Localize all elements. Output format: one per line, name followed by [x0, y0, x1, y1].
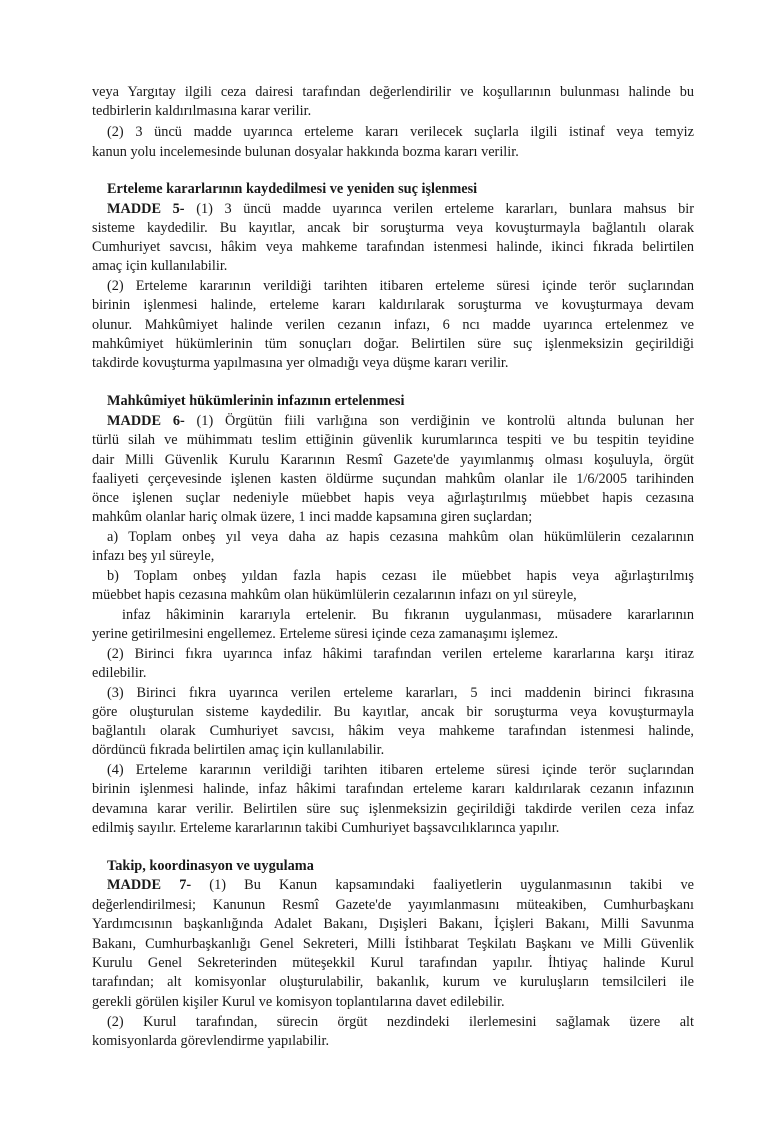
text-line: infazı beş yıl süreyle, [92, 548, 215, 564]
text-line: bağlantılı olarak Cumhuriyet savcısı, hâkim veya mahkeme tarafından istenmesi halinde, [92, 723, 694, 739]
text-span: (1) Bu Kanun kapsamındaki faaliyetlerin uygulanmasının takibi ve [191, 877, 694, 893]
text-line: yerine getirilmesini engellemez. Erteleme süresi içinde ceza zamanaşımı işlemez. [92, 626, 559, 642]
text-line: göre oluşturulan sisteme kaydedilir. Bu kayıtlar, ancak bir soruşturma veya kovuşturmayla [92, 704, 694, 720]
article-label: MADDE 6- [107, 413, 185, 429]
text-span: (1) 3 üncü madde uyarınca verilen erteleme kararları, bunlara mahsus bir [184, 201, 694, 217]
text-span: (1) Örgütün fiili varlığına son verdiğinin ve kontrolü altında bulunan her [184, 413, 694, 429]
text-line: infaz hâkiminin kararıyla ertelenir. Bu fıkranın uygulanması, müsadere kararlarının [122, 607, 694, 623]
text-line: kanun yolu incelemesinde bulunan dosyalar hakkında bozma kararı verilir. [92, 144, 519, 160]
text-line: birinin işlenmesi halinde, erteleme kararı kaldırılarak soruşturma ve kovuşturmaya devam [92, 297, 694, 313]
text-line: a) Toplam onbeş yıl veya daha az hapis cezasına mahkûm olan hükümlülerin cezalarının [107, 529, 694, 545]
text-line: mahkûm olanlar hariç olmak üzere, 1 inci madde kapsamına giren suçlardan; [92, 509, 533, 525]
text-line: değerlendirilmesi; Kanunun Resmî Gazete'de yayımlanmasını müteakiben, Cumhurbaşkanı [92, 897, 694, 913]
text-line: (2) 3 üncü madde uyarınca erteleme kararı verilecek suçlarla ilgili istinaf veya temyiz [107, 124, 694, 140]
text-line: veya Yargıtay ilgili ceza dairesi tarafından değerlendirilir ve koşullarının bulunması halinde bu [92, 84, 694, 100]
text-line: tedbirlerin kaldırılmasına karar verilir. [92, 103, 312, 119]
text-line: Bakanı, Cumhurbaşkanlığı Genel Sekreteri, Milli İstihbarat Teşkilatı Başkanı ve Milli Güvenlik [92, 936, 694, 952]
text-line: dördüncü fıkrada belirtilen amaç için kullanılabilir. [92, 742, 385, 758]
text-line: gerekli görülen kişiler Kurul ve komisyon toplantılarına davet edilebilir. [92, 994, 505, 1010]
text-line: önce işlenen suçlar nedeniyle müebbet hapis veya ağırlaştırılmış müebbet hapis cezasına [92, 490, 694, 506]
text-line: tarafından; alt komisyonlar oluşturulabilir, bakanlık, kurum ve kuruluşların temsilcileri ile [92, 974, 694, 990]
text-line: (2) Birinci fıkra uyarınca infaz hâkimi tarafından verilen erteleme kararlarına karşı itiraz [107, 646, 694, 662]
text-line: türlü silah ve mühimmatı teslim ettiğinin güvenlik kurumlarınca tespiti ve bu tespitin teyidine [92, 432, 694, 448]
text-line: takdirde kovuşturma yapılmasına yer olmadığı veya düşme kararı verilir. [92, 355, 509, 371]
text-line: faaliyeti çerçevesinde işlenen kasten öldürme suçundan mahkûm olanlar ile 1/6/2005 tarihinden [92, 471, 694, 487]
section-heading: Erteleme kararlarının kaydedilmesi ve yeniden suç işlenmesi [107, 181, 478, 197]
text-line: Cumhuriyet savcısı, hâkim veya mahkeme tarafından istenmesi halinde, ikinci fıkrada belirtilen [92, 239, 694, 255]
text-line: devamına karar verilir. Belirtilen süre suç işlenmeksizin geçirildiği takdirde verilen ceza infaz [92, 801, 694, 817]
text-line: Yardımcısının başkanlığında Adalet Bakanı, Dışişleri Bakanı, İçişleri Bakanı, Milli Savunma [92, 916, 694, 932]
text-line: Kurulu Genel Sekreterinden müteşekkil Kurul tarafından yapılır. İhtiyaç halinde Kurul [92, 955, 694, 971]
text-line: olunur. Mahkûmiyet halinde verilen cezanın infazı, 6 ncı madde uyarınca ertelenmez ve [92, 317, 694, 333]
text-line: birinin işlenmesi halinde, infaz hâkimi tarafından erteleme kararı kaldırılarak cezanın infazının [92, 781, 694, 797]
text-line: komisyonlarda görevlendirme yapılabilir. [92, 1033, 330, 1049]
article-first-line [107, 200, 694, 218]
article-first-line [107, 412, 694, 430]
text-line: b) Toplam onbeş yıldan fazla hapis cezası ile müebbet hapis veya ağırlaştırılmış [107, 568, 694, 584]
text-line: (4) Erteleme kararının verildiği tarihten itibaren erteleme süresi içinde terör suçlarından [107, 762, 694, 778]
article-label: MADDE 5- [107, 201, 185, 217]
text-line: (2) Kurul tarafından, sürecin örgüt nezdindeki ilerlemesini sağlamak üzere alt [107, 1014, 694, 1030]
text-line: edilebilir. [92, 665, 147, 681]
text-line: (2) Erteleme kararının verildiği tarihten itibaren erteleme süresi içinde terör suçlarından [107, 278, 694, 294]
text-line: mahkûmiyet hükümlerinin tüm sonuçları doğar. Belirtilen süre suç işlenmeksizin geçirildiği [92, 336, 694, 352]
text-line: amaç için kullanılabilir. [92, 258, 228, 274]
text-line: (3) Birinci fıkra uyarınca verilen erteleme kararları, 5 inci maddenin birinci fıkrasına [107, 685, 694, 701]
text-line: müebbet hapis cezasına mahkûm olan hükümlülerin cezalarının infazı on yıl süreyle, [92, 587, 577, 603]
article-label: MADDE 7- [107, 877, 192, 893]
text-line: edilmiş sayılır. Erteleme kararlarının takibi Cumhuriyet başsavcılıklarınca yapılır. [92, 820, 560, 836]
section-heading: Mahkûmiyet hükümlerinin infazının ertelenmesi [107, 393, 405, 409]
article-first-line [107, 876, 694, 894]
text-line: sisteme kaydedilir. Bu kayıtlar, ancak bir soruşturma veya kovuşturmayla bağlantılı olarak [92, 220, 694, 236]
section-heading: Takip, koordinasyon ve uygulama [107, 858, 314, 874]
text-line: dair Milli Güvenlik Kurulu Kararının Resmî Gazete'de yayımlanmış olması koşuluyla, örgüt [92, 452, 694, 468]
